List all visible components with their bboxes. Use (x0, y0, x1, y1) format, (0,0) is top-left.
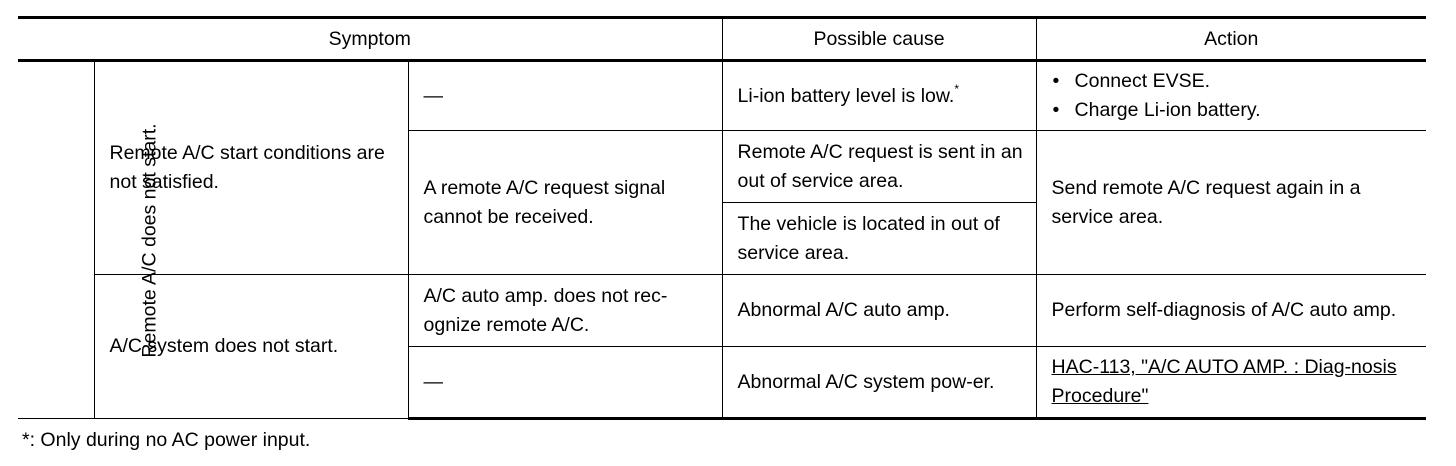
header-action: Action (1036, 18, 1426, 61)
battery-action-cell (1036, 61, 1426, 131)
battery-cause-mark: * (954, 81, 959, 96)
bullet-icon: • (1052, 99, 1060, 121)
ac-not-start-cell: A/C system does not start. (94, 275, 408, 419)
header-symptom: Symptom (18, 18, 722, 61)
footnote (22, 426, 310, 455)
send-again-cell: Send remote A/C request again in a service area. (1036, 131, 1426, 275)
sub-cause-dash-2 (408, 347, 722, 419)
header-row (18, 18, 1426, 61)
header-possible-cause: Possible cause (722, 18, 1036, 61)
action-connect-evse: Connect EVSE. (1074, 70, 1211, 92)
self-diag-cell: Perform self-diagnosis of A/C auto amp. (1036, 275, 1426, 347)
vehicle-out-cell: The vehicle is located in out of service area. (722, 203, 1036, 275)
battery-cause-cell (722, 61, 1036, 131)
footnote-text: : Only during no AC power input. (29, 429, 311, 451)
battery-action-list (1052, 67, 1417, 125)
hac-link-cell (1036, 347, 1426, 419)
list-item (1053, 96, 1417, 125)
start-conditions-cell: Remote A/C start conditions are not satisfied. (94, 61, 408, 275)
battery-cause-text: Li-ion battery level is low. (737, 84, 955, 107)
symptom-table (18, 16, 1426, 420)
footnote-mark: * (22, 429, 30, 451)
dash-text: — (423, 84, 443, 107)
dash-text: — (423, 370, 443, 393)
abnormal-power-cell: Abnormal A/C system pow-er. (722, 347, 1036, 419)
bullet-icon: • (1052, 70, 1060, 92)
signal-not-received-cell: A remote A/C request signal cannot be received. (408, 131, 722, 275)
sub-cause-dash-1 (408, 61, 722, 131)
main-symptom-text: Remote A/C does not start. (138, 122, 161, 358)
hac-113-link[interactable]: HAC-113, "A/C AUTO AMP. : Diag-nosis Procedure" (1051, 356, 1397, 407)
abnormal-amp-cell: Abnormal A/C auto amp. (722, 275, 1036, 347)
main-symptom-cell (18, 61, 161, 419)
list-item (1053, 67, 1417, 96)
request-sent-out-cell: Remote A/C request is sent in an out of service area. (722, 131, 1036, 203)
table-row (18, 61, 1426, 131)
amp-not-recognize-cell: A/C auto amp. does not rec-ognize remote A/C. (408, 275, 722, 347)
action-charge-battery: Charge Li-ion battery. (1074, 99, 1261, 121)
table-row (18, 275, 1426, 347)
